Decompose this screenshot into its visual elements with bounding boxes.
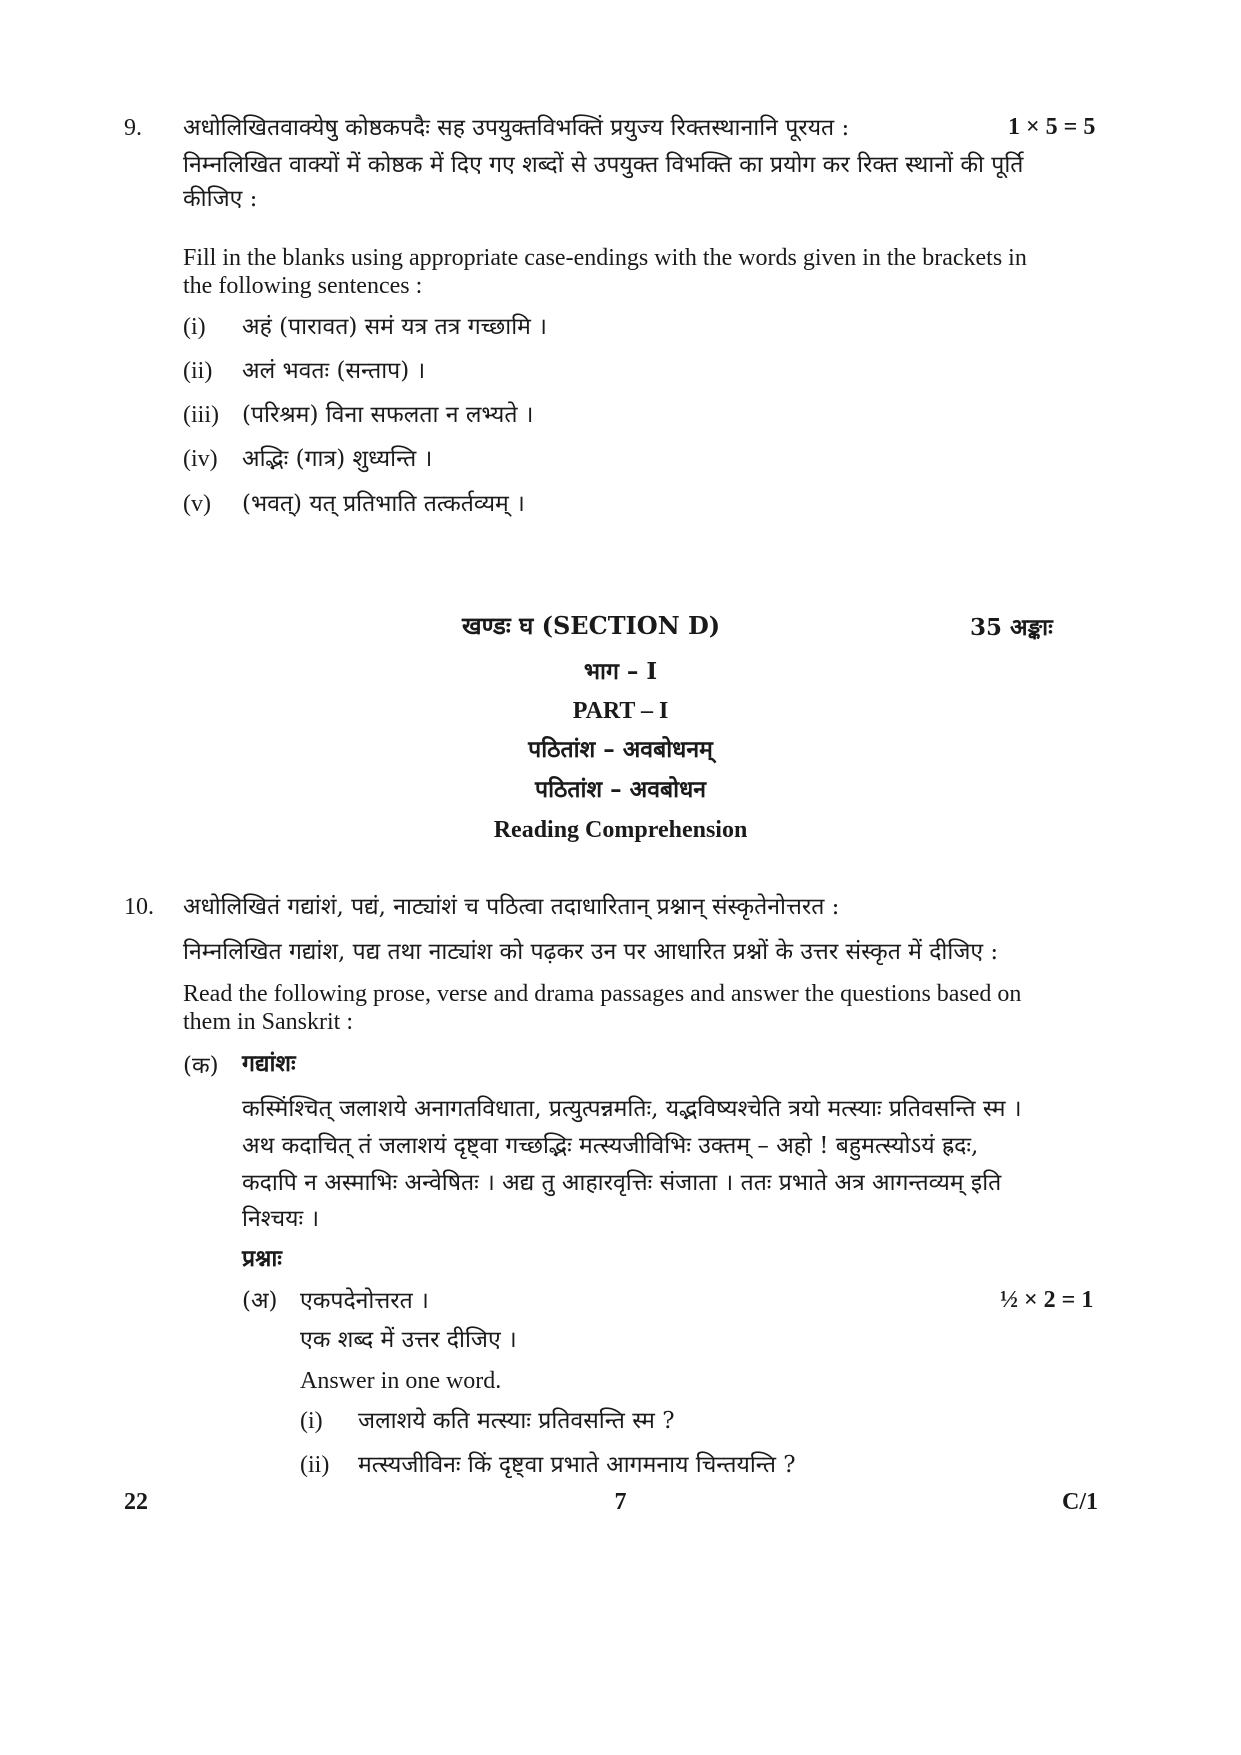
passage-part-label: (क) — [183, 1053, 219, 1079]
question-9-english-line2: the following sentences : — [183, 273, 423, 299]
passage-line: कदापि न अस्माभिः अन्वेषितः । अद्य तु आहारवृत्तिः संजाता । ततः प्रभाते अत्र आगन्तव्यम् इति — [242, 1170, 1002, 1196]
footer-right: C/1 — [1062, 1489, 1098, 1515]
subheading-sanskrit: पठितांश – अवबोधनम् — [528, 736, 713, 763]
q10-question-number: (i) — [300, 1408, 323, 1434]
question-9-english-line1: Fill in the blanks using appropriate case-endings with the words given in the brackets in — [183, 245, 1027, 271]
questions-title: प्रश्नाः — [242, 1245, 282, 1272]
q9-item-text: अलं भवतः (सन्ताप) । — [242, 358, 426, 384]
q9-item-number: (v) — [183, 491, 211, 517]
q9-item-number: (iv) — [183, 446, 218, 472]
passage-line: अथ कदाचित् तं जलाशयं दृष्ट्वा गच्छद्भिः मत्स्यजीविभिः उक्तम् – अहो ! बहुमत्स्योऽयं ह्रदः, — [242, 1133, 979, 1159]
question-9-sanskrit: अधोलिखितवाक्येषु कोष्ठकपदैः सह उपयुक्तविभक्तिं प्रयुज्य रिक्तस्थानानि पूरयत : — [183, 115, 850, 141]
q9-item-number: (iii) — [183, 402, 219, 428]
subheading-english: Reading Comprehension — [493, 817, 748, 843]
subquestion-label: (अ) — [242, 1288, 278, 1314]
subquestion-english: Answer in one word. — [300, 1368, 502, 1394]
passage-line: निश्चयः । — [242, 1206, 320, 1232]
question-9-hindi-line1: निम्नलिखित वाक्यों में कोष्ठक में दिए गए शब्दों से उपयुक्त विभक्ति का प्रयोग कर रिक्त स्थानों की पूर्ति — [183, 152, 1024, 178]
question-10-sanskrit: अधोलिखितं गद्यांशं, पद्यं, नाट्यांशं च पठित्वा तदाधारितान् प्रश्नान् संस्कृतेनोत्तरत : — [183, 894, 840, 920]
q9-item-number: (i) — [183, 314, 206, 340]
section-title: खण्डः घ (SECTION D) — [462, 611, 721, 640]
question-10-english-line2: them in Sanskrit : — [183, 1009, 353, 1035]
page-number: 7 — [614, 1489, 627, 1515]
question-9-number: 9. — [124, 115, 142, 141]
subquestion-hindi: एक शब्द में उत्तर दीजिए । — [300, 1327, 517, 1353]
subquestion-sanskrit: एकपदेनोत्तरत । — [300, 1288, 429, 1314]
passage-line: कस्मिंश्चित् जलाशये अनागतविधाता, प्रत्युत्पन्नमतिः, यद्भविष्यश्चेति त्रयो मत्स्याः प्रतिवसन्ति स्म । — [242, 1096, 1022, 1122]
subheading-hindi: पठितांश – अवबोधन — [535, 776, 706, 803]
question-9-hindi-line2: कीजिए : — [183, 186, 258, 212]
part-english: PART – I — [572, 698, 669, 724]
footer-left: 22 — [124, 1489, 148, 1515]
subquestion-marks: ½ × 2 = 1 — [1000, 1287, 1094, 1313]
q9-item-text: (परिश्रम) विना सफलता न लभ्यते । — [242, 402, 534, 428]
question-9-marks: 1 × 5 = 5 — [1008, 114, 1096, 140]
question-10-english-line1: Read the following prose, verse and drama passages and answer the questions based on — [183, 981, 1022, 1007]
question-10-hindi: निम्नलिखित गद्यांश, पद्य तथा नाट्यांश को पढ़कर उन पर आधारित प्रश्नों के उत्तर संस्कृत में दीजिए : — [183, 939, 999, 965]
question-10-number: 10. — [124, 894, 154, 920]
q9-item-text: (भवत्) यत् प्रतिभाति तत्कर्तव्यम् । — [242, 491, 525, 517]
q9-item-number: (ii) — [183, 358, 213, 384]
q10-question-number: (ii) — [300, 1452, 330, 1478]
part-hindi: भाग – I — [583, 658, 658, 685]
q10-question-text: मत्स्यजीविनः किं दृष्ट्वा प्रभाते आगमनाय चिन्तयन्ति ? — [358, 1452, 796, 1478]
q9-item-text: अद्भिः (गात्र) शुध्यन्ति । — [242, 446, 433, 472]
q9-item-text: अहं (पारावत) समं यत्र तत्र गच्छामि । — [242, 314, 547, 340]
q10-question-text: जलाशये कति मत्स्याः प्रतिवसन्ति स्म ? — [358, 1408, 675, 1434]
passage-part-title: गद्यांशः — [242, 1050, 296, 1077]
section-marks: 35 अङ्काः — [970, 614, 1053, 641]
